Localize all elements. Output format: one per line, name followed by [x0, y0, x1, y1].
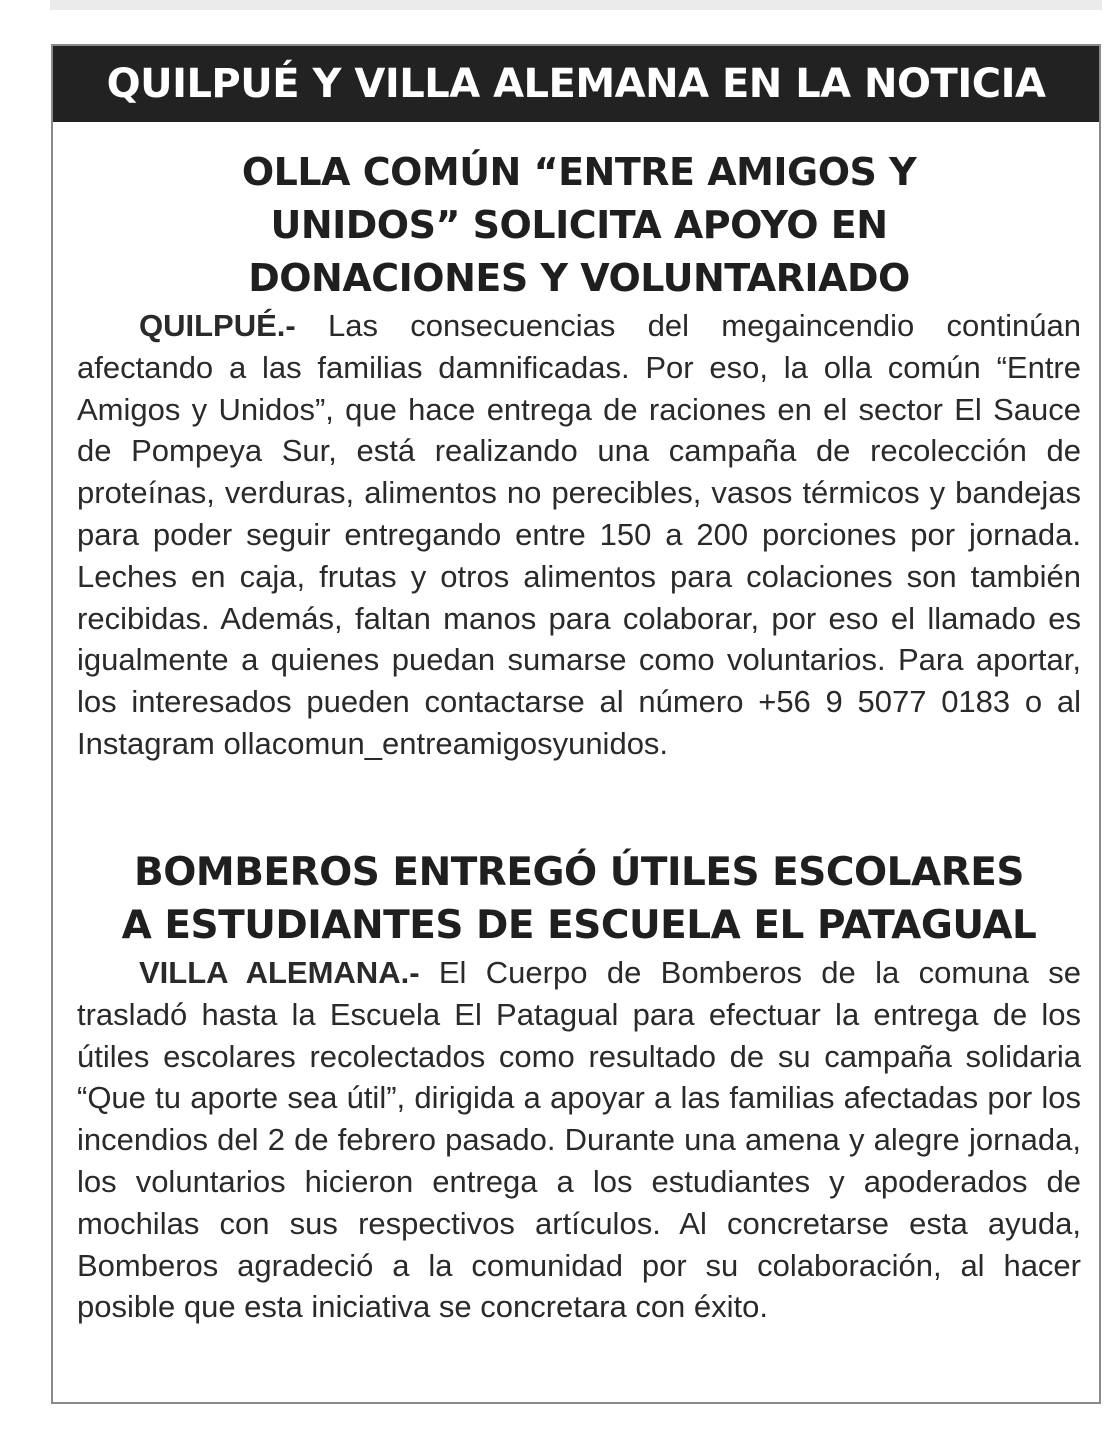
article-body: [77, 305, 1081, 765]
article-bomberos: [77, 846, 1081, 1328]
headline-line: DONACIONES Y VOLUNTARIADO: [248, 256, 910, 300]
article-dateline: VILLA ALEMANA.-: [139, 955, 420, 990]
article-olla-comun: [77, 146, 1081, 765]
section-banner: [53, 46, 1099, 122]
headline-line: BOMBEROS ENTREGÓ ÚTILES ESCOLARES: [134, 850, 1024, 895]
headline-line: A ESTUDIANTES DE ESCUELA EL PATAGUAL: [121, 903, 1037, 948]
article-headline: [77, 146, 1081, 305]
news-panel: [51, 44, 1101, 1404]
article-body-text: Las consecuencias del megaincendio continúan afectando a las familias damnificadas. Por eso, la olla común “Entre Amigos y Unidos”, que hace entrega de raciones en el sector El Sauce de Pompeya Sur, está realizando una campaña de recolección de proteínas, verduras, alimentos no perecibles, vasos térmicos y bandejas para poder seguir entregando entre 150 a 200 porciones por jornada. Leches en caja, frutas y otros alimentos para colaciones son también recibidas. Además, faltan manos para colaborar, por eso el llamado es igualmente a quienes puedan sumarse como voluntarios. Para aportar, los interesados pueden contactarse al número +56 9 5077 0183 o al Instagram ollacomun_entreamigosyunidos.: [77, 308, 1081, 761]
article-dateline: QUILPUÉ.-: [139, 308, 296, 343]
headline-line: UNIDOS” SOLICITA APOYO EN: [270, 203, 888, 247]
article-body-text: El Cuerpo de Bomberos de la comuna se trasladó hasta la Escuela El Patagual para efectuar la entrega de los útiles escolares recolectados como resultado de su campaña solidaria “Que tu aporte sea útil”, dirigida a apoyar a las familias afectadas por los incendios del 2 de febrero pasado. Durante una amena y alegre jornada, los voluntarios hicieron entrega a los estudiantes y apoderados de mochilas con sus respectivos artículos. Al concretarse esta ayuda, Bomberos agradeció a la comunidad por su colaboración, al hacer posible que esta iniciativa se concretara con éxito.: [77, 955, 1081, 1325]
article-body: [77, 952, 1081, 1328]
page-top-strip: [50, 0, 1102, 10]
headline-line: OLLA COMÚN “ENTRE AMIGOS Y: [241, 150, 917, 194]
section-title: QUILPUÉ Y VILLA ALEMANA EN LA NOTICIA: [106, 61, 1046, 107]
article-headline: [77, 846, 1081, 952]
